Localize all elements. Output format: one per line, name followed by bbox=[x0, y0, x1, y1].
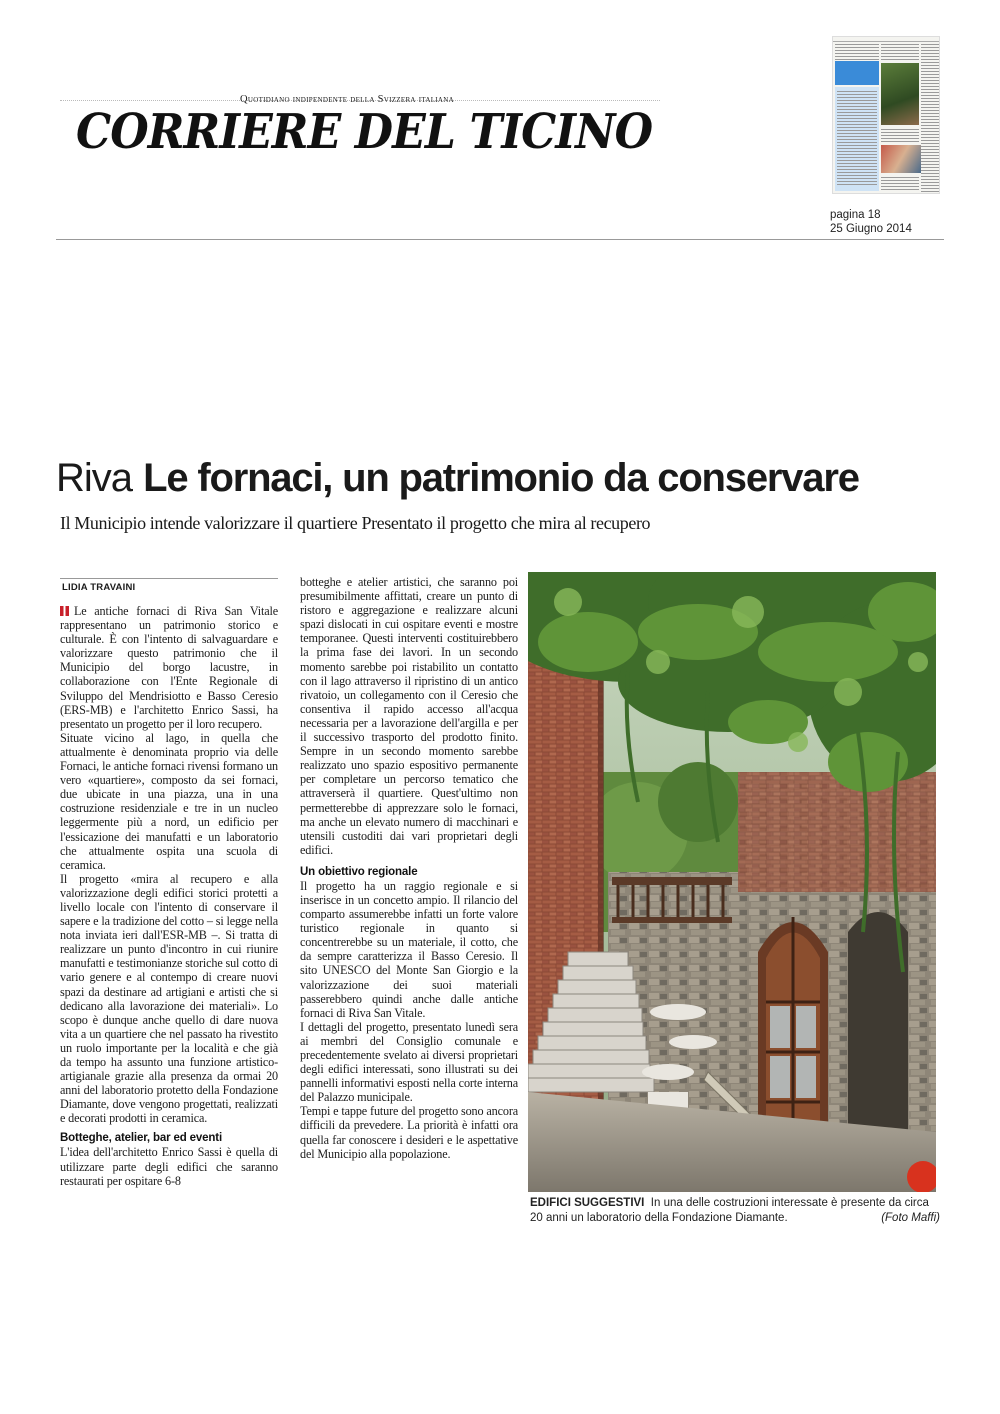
article-start-marker bbox=[60, 606, 69, 616]
page-number: pagina 18 bbox=[830, 209, 881, 221]
caption-label: EDIFICI SUGGESTIVI bbox=[530, 1197, 645, 1209]
page-date: 25 Giugno 2014 bbox=[830, 223, 912, 235]
article-photo bbox=[528, 572, 936, 1192]
paragraph: Il progetto ha un raggio regionale e si inserisce in un concetto ampio. Il rilancio del comparto assumerebbe infatti un forte valore turistico regionale in quanto si concentrerebbe su un materiale, il cotto, che da sempre caratterizza il Basso Ceresio. Il sito UNESCO del Monte San Giorgio e la valorizzazione dei suoi materiali passerebbero quindi anche dalle antiche fornaci di Riva San Vitale. bbox=[300, 878, 518, 1020]
masthead-tagline: Quotidiano indipendente della Svizzera italiana bbox=[240, 94, 454, 105]
header-rule bbox=[56, 239, 944, 240]
masthead-title: CORRIERE DEL TICINO bbox=[76, 104, 653, 160]
courtyard-photo-illustration bbox=[528, 572, 936, 1192]
section-heading: Botteghe, atelier, bar ed eventi bbox=[60, 1132, 223, 1145]
photo-caption bbox=[530, 1196, 940, 1225]
paragraph: botteghe e atelier artistici, che saranno poi presumibilmente affittati, creare un punto di ristoro e aggregazione e realizzare alcuni spazi dislocati in cui ospitare eventi e mostre temporanee. Questi interventi costituirebbero la prima fase dei lavori. In un secondo momento sarebbe poi ristabilito un contatto con il lago attraverso il ripristino di un antico rivatoio, un collegamento con il Ceresio che consentiva il rapido accesso all'acqua necessaria per a lavorazione dell'argilla e per il successivo trasporto del prodotto finito. Sempre in un secondo momento sarebbe realizzato uno spazio espositivo permanente per completare un percorso tematico che attraverserà il quartiere. Quest'ultimo non permetterebbe di apprezzare solo le fornaci, ma anche un elevato numero di macchinari e utensili custoditi dai vari proprietari degli edifici. bbox=[300, 575, 518, 857]
article-column-2 bbox=[300, 575, 518, 1161]
section-heading: Un obiettivo regionale bbox=[300, 865, 418, 878]
photo-credit: (Foto Maffi) bbox=[881, 1211, 940, 1224]
caption-text: In una delle costruzioni interessate è presente da circa 20 anni un laboratorio della Fondazione Diamante. bbox=[530, 1197, 929, 1224]
article-subheadline: Il Municipio intende valorizzare il quartiere Presentato il progetto che mira al recupero bbox=[60, 513, 651, 533]
paragraph: Il progetto «mira al recupero e alla valorizzazione degli edifici storici protetti a livello locale con l'intento di conservare il sapere e la tradizione del cotto – si legge nella nota inviata ieri dall'ESR-MB –. Si tratta di realizzare un punto d'incontro in cui riunire manufatti e testimonianze storiche sul cotto di vario genere e al contempo di creare nuovi spazi da destinare ad artigiani e artisti che si dedicano alla lavorazione dei materiali». Lo scopo è dunque anche quello di dare nuova vita a un quartiere che nel passato ha rivestito un ruolo importante per la località e che già da tempo ha assunto una funzione artistico-artigianale grazie alla presenza da ormai 20 anni del laboratorio protetto della Fondazione Diamante, dove vengono progettati, realizzati e decorati prodotti in ceramica. bbox=[60, 871, 278, 1126]
headline-main: Le fornaci, un patrimonio da conservare bbox=[143, 456, 859, 500]
article-headline bbox=[56, 454, 956, 502]
paragraph: Situate vicino al lago, in quella che attualmente è denominata proprio via delle Fornaci, le antiche fornaci rivensi formano un vero «quartiere», composto da sei fornaci, due ubicate in una piazza, una in una costruzione residenziale e tre in un nucleo leggermente più a nord, un edificio per l'essicazione dei manufatti e un laboratorio che attualmente ospita una scuola di ceramica. bbox=[60, 730, 278, 872]
paragraph: Le antiche fornaci di Riva San Vitale rappresentano un patrimonio storico e culturale. È con l'intento di salvaguardare e valorizzare questo patrimonio che il Municipio del borgo lacustre, in collaborazione con l'Ente Regionale di Sviluppo del Mendrisiotto e Basso Ceresio (ERS-MB) e l'architetto Enrico Sassi, ha presentato un progetto per il loro recupero. bbox=[60, 604, 278, 731]
paragraph: L'idea dell'architetto Enrico Sassi è quella di utilizzare parte degli edifici che saranno restaurati per ospitare 6-8 bbox=[60, 1145, 278, 1188]
paragraph: I dettagli del progetto, presentato lunedì sera ai membri del Consiglio comunale e precedentemente svelato ai diversi proprietari degli edifici interessati, sono illustrati su dei pannelli informativi esposti nella corte interna del Palazzo municipale. bbox=[300, 1019, 518, 1105]
headline-kicker: Riva bbox=[56, 456, 133, 500]
page-info bbox=[830, 208, 912, 236]
article-author: LIDIA TRAVAINI bbox=[62, 582, 136, 593]
page-thumbnail bbox=[832, 36, 940, 194]
author-rule bbox=[60, 578, 278, 579]
article-column-1 bbox=[60, 604, 278, 1188]
paragraph: Tempi e tappe future del progetto sono ancora difficili da prevedere. La priorità è infatti ora quella far conoscere i desideri e le aspettative del Municipio alla popolazione. bbox=[300, 1104, 518, 1161]
